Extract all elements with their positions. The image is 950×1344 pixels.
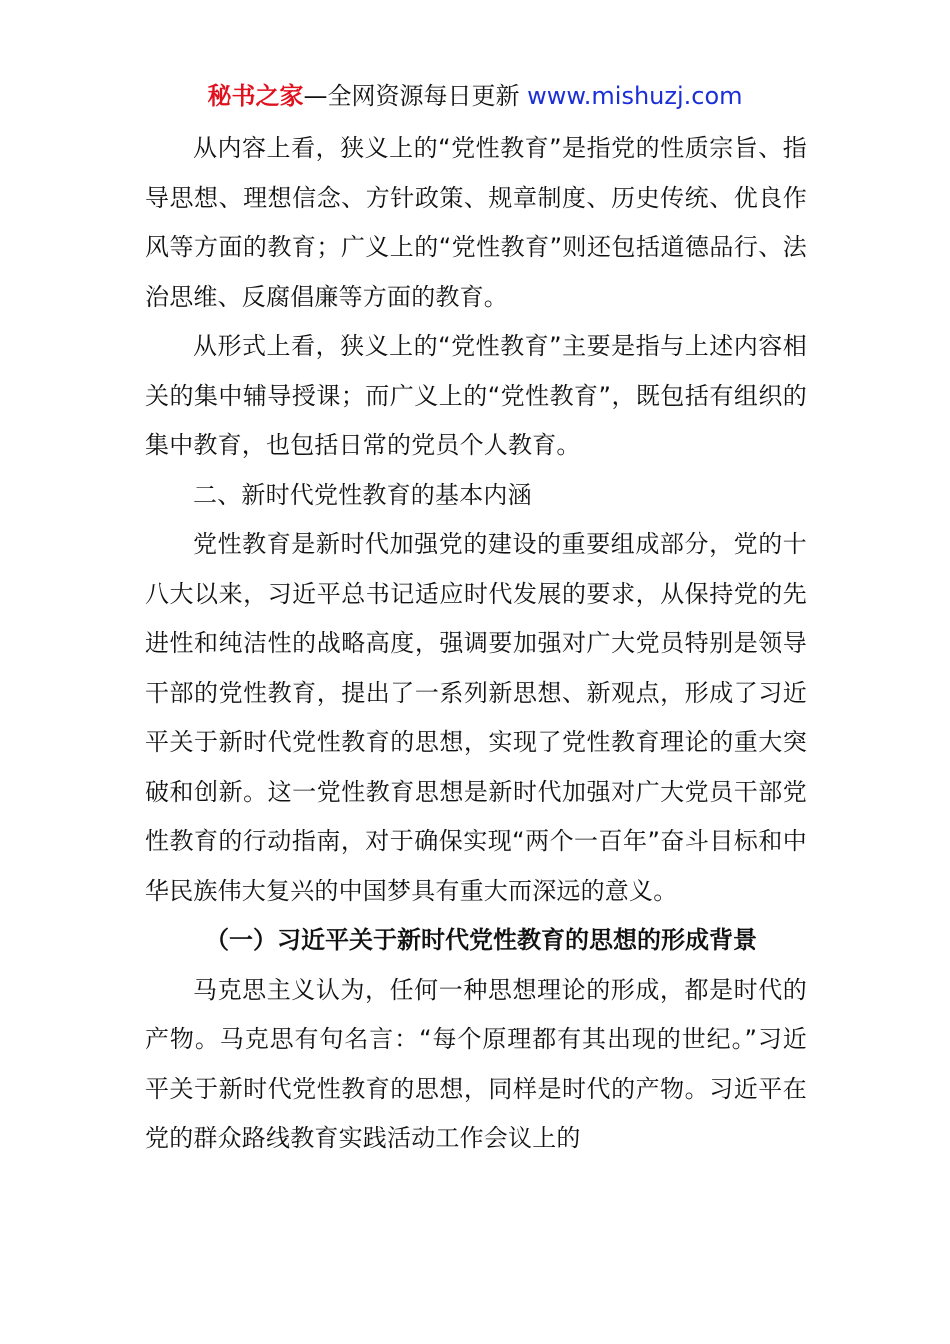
document-body	[145, 124, 807, 1164]
section-heading: 二、新时代党性教育的基本内涵	[193, 480, 532, 509]
site-brand: 秘书之家	[207, 82, 304, 110]
subsection-heading: （一）习近平关于新时代党性教育的思想的形成背景	[205, 926, 757, 954]
paragraph-background: 马克思主义认为，任何一种思想理论的形成，都是时代的产物。马克思有句名言：“每个原理都有其出现的世纪。”习近平关于新时代党性教育的思想，同样是时代的产物。习近平在党的群众路线教育实践活动工作会议上的	[145, 975, 807, 1152]
site-url[interactable]: www.mishuzj.com	[527, 82, 743, 110]
site-tagline: —全网资源每日更新	[303, 82, 528, 110]
paragraph-content-scope: 从内容上看，狭义上的“党性教育”是指党的性质宗旨、指导思想、理想信念、方针政策、规章制度、历史传统、优良作风等方面的教育；广义上的“党性教育”则还包括道德品行、法治思维、反腐倡廉等方面的教育。	[145, 134, 807, 311]
paragraph-connotation: 党性教育是新时代加强党的建设的重要组成部分，党的十八大以来，习近平总书记适应时代发展的要求，从保持党的先进性和纯洁性的战略高度，强调要加强对广大党员特别是领导干部的党性教育，提出了一系列新思想、新观点，形成了习近平关于新时代党性教育的思想，实现了党性教育理论的重大突破和创新。这一党性教育思想是新时代加强对广大党员干部党性教育的行动指南，对于确保实现“两个一百年”奋斗目标和中华民族伟大复兴的中国梦具有重大而深远的意义。	[145, 530, 807, 905]
page-header	[0, 80, 950, 112]
paragraph-form-scope: 从形式上看，狭义上的“党性教育”主要是指与上述内容相关的集中辅导授课；而广义上的“党性教育”，既包括有组织的集中教育，也包括日常的党员个人教育。	[145, 332, 807, 459]
